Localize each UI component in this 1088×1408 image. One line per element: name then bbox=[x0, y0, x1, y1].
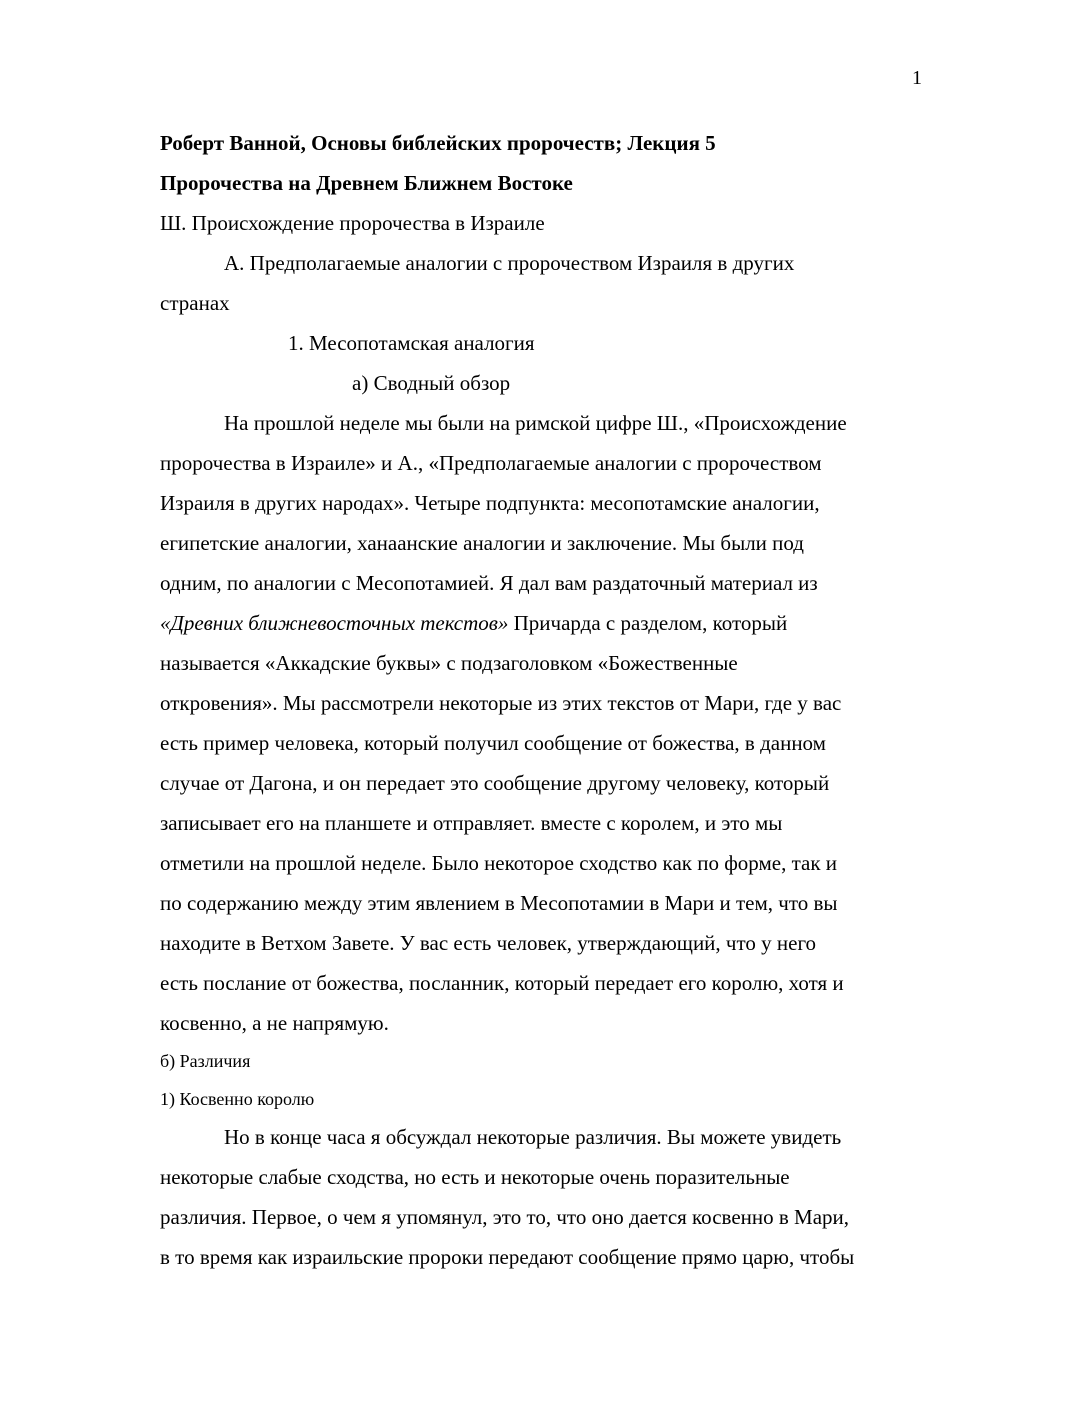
paragraph-line: есть послание от божества, посланник, который передает его королю, хотя и bbox=[160, 971, 844, 995]
paragraph-line: отметили на прошлой неделе. Было некоторое сходство как по форме, так и bbox=[160, 851, 838, 875]
paragraph-line: косвенно, а не напрямую. bbox=[160, 1011, 389, 1035]
paragraph-line: Но в конце часа я обсуждал некоторые различия. Вы можете увидеть bbox=[224, 1125, 842, 1149]
section-heading-b1: 1) Косвенно королю bbox=[160, 1089, 315, 1109]
document-title: Роберт Ванной, Основы библейских пророчеств; Лекция 5 bbox=[160, 131, 716, 155]
paragraph-line: Израиля в других народах». Четыре подпункта: месопотамские аналогии, bbox=[160, 491, 820, 515]
paragraph-line: различия. Первое, о чем я упомянул, это то, что оно дается косвенно в Мари, bbox=[160, 1205, 850, 1229]
paragraph-line: египетские аналогии, ханаанские аналогии и заключение. Мы были под bbox=[160, 531, 804, 555]
section-heading-iii: Ш. Происхождение пророчества в Израиле bbox=[160, 211, 545, 235]
paragraph-line: записывает его на планшете и отправляет. вместе с королем, и это мы bbox=[160, 811, 783, 835]
paragraph-line: находите в Ветхом Завете. У вас есть человек, утверждающий, что у него bbox=[160, 931, 817, 955]
paragraph-line: называется «Аккадские буквы» с подзаголовком «Божественные bbox=[160, 651, 738, 675]
paragraph-line: пророчества в Израиле» и А., «Предполагаемые аналогии с пророчеством bbox=[160, 451, 822, 475]
document-subtitle: Пророчества на Древнем Ближнем Востоке bbox=[160, 171, 573, 195]
paragraph-line: по содержанию между этим явлением в Месопотамии в Мари и тем, что вы bbox=[160, 891, 838, 915]
section-heading-b: б) Различия bbox=[160, 1051, 251, 1071]
section-heading-a-sub: а) Сводный обзор bbox=[352, 371, 511, 395]
paragraph-line: случае от Дагона, и он передает это сообщение другому человеку, который bbox=[160, 771, 830, 795]
paragraph-line: одним, по аналогии с Месопотамией. Я дал вам раздаточный материал из bbox=[160, 571, 818, 595]
paragraph-line: есть пример человека, который получил сообщение от божества, в данном bbox=[160, 731, 826, 755]
paragraph-line: откровения». Мы рассмотрели некоторые из этих текстов от Мари, где у вас bbox=[160, 691, 842, 715]
paragraph-line: в то время как израильские пророки передают сообщение прямо царю, чтобы bbox=[160, 1245, 855, 1269]
page-number: 1 bbox=[912, 67, 922, 89]
paragraph-text: Причарда с разделом, который bbox=[508, 611, 788, 635]
section-heading-1: 1. Месопотамская аналогия bbox=[288, 331, 535, 355]
paragraph-line-mixed bbox=[160, 610, 787, 636]
paragraph-line: На прошлой неделе мы были на римской цифре Ш., «Происхождение bbox=[224, 411, 847, 435]
book-title-italic: «Древних ближневосточных текстов» bbox=[160, 611, 509, 635]
paragraph-line: некоторые слабые сходства, но есть и некоторые очень поразительные bbox=[160, 1165, 790, 1189]
section-heading-a-cont: странах bbox=[160, 291, 230, 315]
section-heading-a: А. Предполагаемые аналогии с пророчеством Израиля в других bbox=[224, 251, 795, 275]
